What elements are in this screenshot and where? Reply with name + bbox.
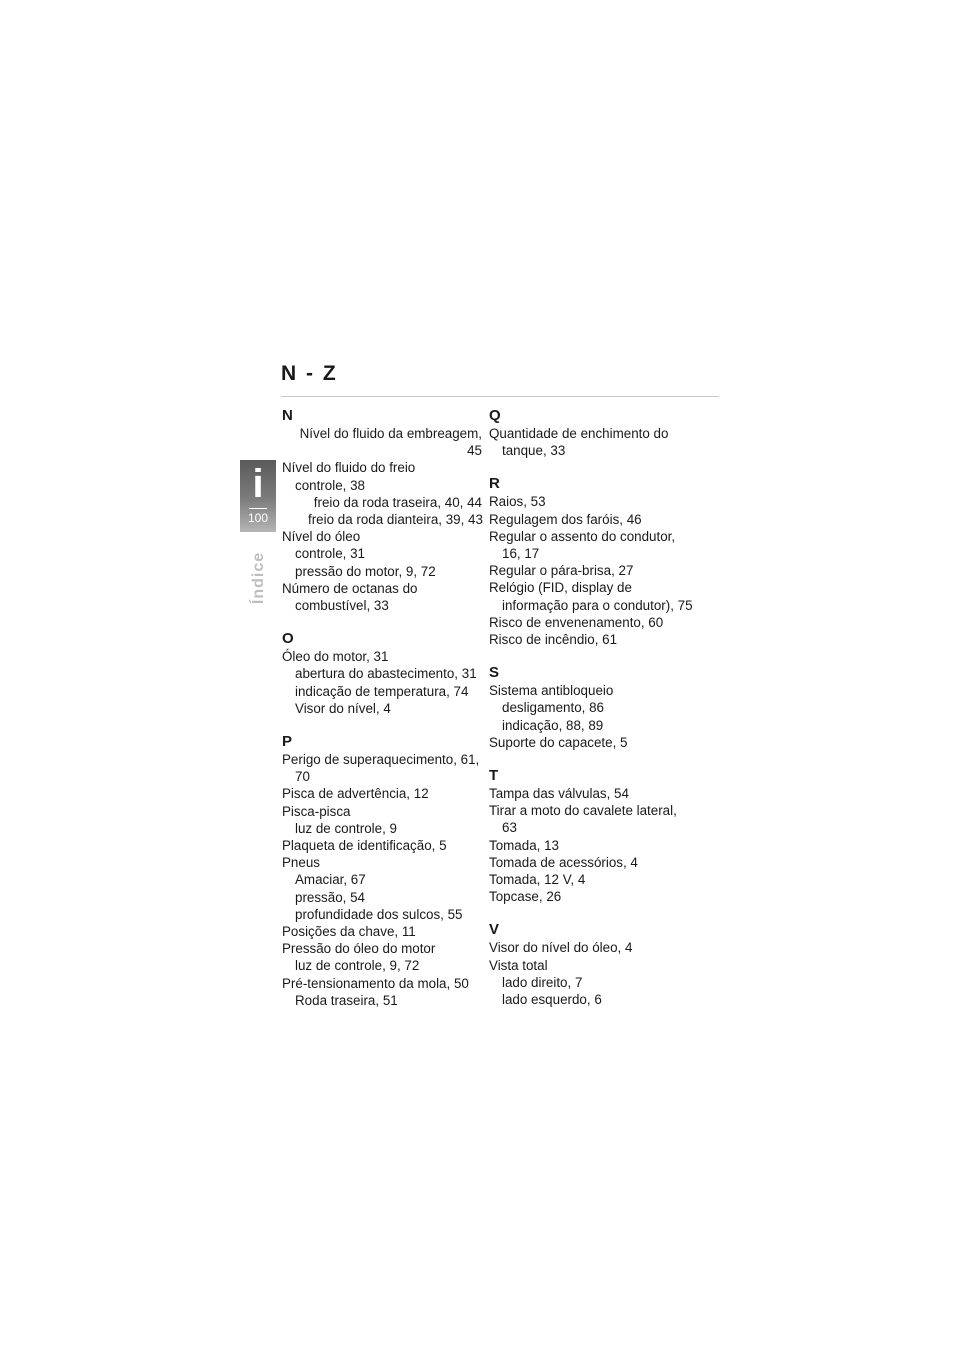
- index-column-right: [489, 407, 693, 1025]
- section-letter: P: [282, 733, 293, 751]
- index-section: [489, 768, 689, 905]
- index-subentry: lado esquerdo, 6: [502, 992, 602, 1008]
- index-entry: Suporte do capacete, 5: [489, 734, 628, 750]
- index-subentry: Visor do nível, 4: [295, 700, 391, 716]
- index-entry: Óleo do motor, 31: [282, 649, 389, 665]
- index-subentry: 16, 17: [502, 546, 540, 562]
- index-entry: Topcase, 26: [489, 889, 562, 905]
- index-subentry: indicação de temperatura, 74: [295, 683, 469, 699]
- index-entry: Vista total: [489, 957, 548, 973]
- index-subentry: freio da roda traseira, 40, 44: [313, 494, 482, 510]
- index-entry: Nível do óleo: [282, 529, 361, 545]
- section-letter: R: [489, 475, 500, 493]
- index-subentry: controle, 38: [295, 477, 365, 493]
- index-entry: Tomada, 12 V, 4: [489, 872, 586, 888]
- index-entry: Risco de incêndio, 61: [489, 632, 618, 648]
- index-section: [489, 475, 693, 648]
- index-entry: Tampa das válvulas, 54: [489, 786, 629, 802]
- index-section: [489, 665, 689, 751]
- index-section: [282, 631, 482, 717]
- section-letter: Q: [489, 407, 501, 424]
- index-entry: Nível do fluido da embreagem, 45: [299, 426, 482, 459]
- index-entry: Relógio (FID, display de: [489, 580, 632, 596]
- index-subentry: pressão, 54: [295, 889, 365, 905]
- index-entry: Número de octanas do: [282, 580, 418, 596]
- chapter-tab: [240, 460, 276, 532]
- index-subentry: luz de controle, 9: [295, 820, 397, 836]
- index-subentry: indicação, 88, 89: [502, 717, 604, 733]
- index-entry: Tirar a moto do cavalete lateral, 63: [489, 803, 677, 836]
- index-subentry: lado direito, 7: [502, 974, 583, 990]
- page-number: 100: [247, 511, 269, 525]
- index-subentry: abertura do abastecimento, 31: [295, 666, 477, 682]
- index-entry: Quantidade de enchimento do: [489, 426, 669, 441]
- section-letter: T: [489, 767, 499, 785]
- index-subentry: luz de controle, 9, 72: [295, 958, 420, 974]
- section-letter: V: [489, 921, 500, 939]
- index-entry: Pressão do óleo do motor: [282, 941, 436, 957]
- index-subentry: profundidade dos sulcos, 55: [295, 906, 463, 922]
- index-subentry: 70: [295, 769, 310, 785]
- index-entry: Plaqueta de identificação, 5: [282, 838, 447, 854]
- index-entry: Raios, 53: [489, 494, 546, 510]
- section-letter: O: [282, 630, 294, 648]
- index-entry: Tomada, 13: [489, 837, 559, 853]
- heading-divider: [281, 396, 719, 397]
- tab-divider: [249, 508, 267, 509]
- index-section: [282, 734, 482, 1009]
- index-entry: Perigo de superaquecimento, 61,: [282, 752, 480, 768]
- section-letter: S: [489, 664, 500, 682]
- index-entry: Regular o assento do condutor,: [489, 528, 676, 544]
- chapter-label: Índice: [250, 551, 267, 605]
- info-icon: i: [252, 462, 264, 506]
- index-subentry: tanque, 33: [502, 443, 566, 459]
- index-entry: Nível do fluido do freio: [282, 460, 416, 476]
- index-entry: Tomada de acessórios, 4: [489, 854, 638, 870]
- index-entry: Pisca-pisca: [282, 803, 351, 819]
- section-letter: N: [282, 407, 293, 424]
- index-entry: Pneus: [282, 855, 320, 871]
- index-entry: Pré-tensionamento da mola, 50: [282, 975, 469, 991]
- index-subentry: combustível, 33: [295, 598, 389, 614]
- index-subentry: controle, 31: [295, 546, 365, 562]
- index-section: [489, 408, 689, 459]
- index-column-left: [282, 408, 482, 1026]
- index-subentry: pressão do motor, 9, 72: [295, 563, 436, 579]
- index-entry: Regulagem dos faróis, 46: [489, 511, 642, 527]
- index-entry: Posições da chave, 11: [282, 924, 416, 940]
- index-section: [489, 922, 689, 1008]
- index-section: [282, 408, 482, 614]
- index-subentry: informação para o condutor), 75: [502, 597, 693, 613]
- index-subentry: freio da roda dianteira, 39, 43: [308, 512, 483, 528]
- page-title: N - Z: [281, 362, 338, 385]
- index-subentry: Amaciar, 67: [295, 872, 366, 888]
- index-entry: Regular o pára-brisa, 27: [489, 563, 634, 579]
- index-entry: Risco de envenenamento, 60: [489, 614, 664, 630]
- index-entry: Pisca de advertência, 12: [282, 786, 429, 802]
- index-entry: Visor do nível do óleo, 4: [489, 940, 633, 956]
- index-subentry: desligamento, 86: [502, 700, 604, 716]
- index-subentry: Roda traseira, 51: [295, 992, 398, 1008]
- index-entry: Sistema antibloqueio: [489, 683, 614, 699]
